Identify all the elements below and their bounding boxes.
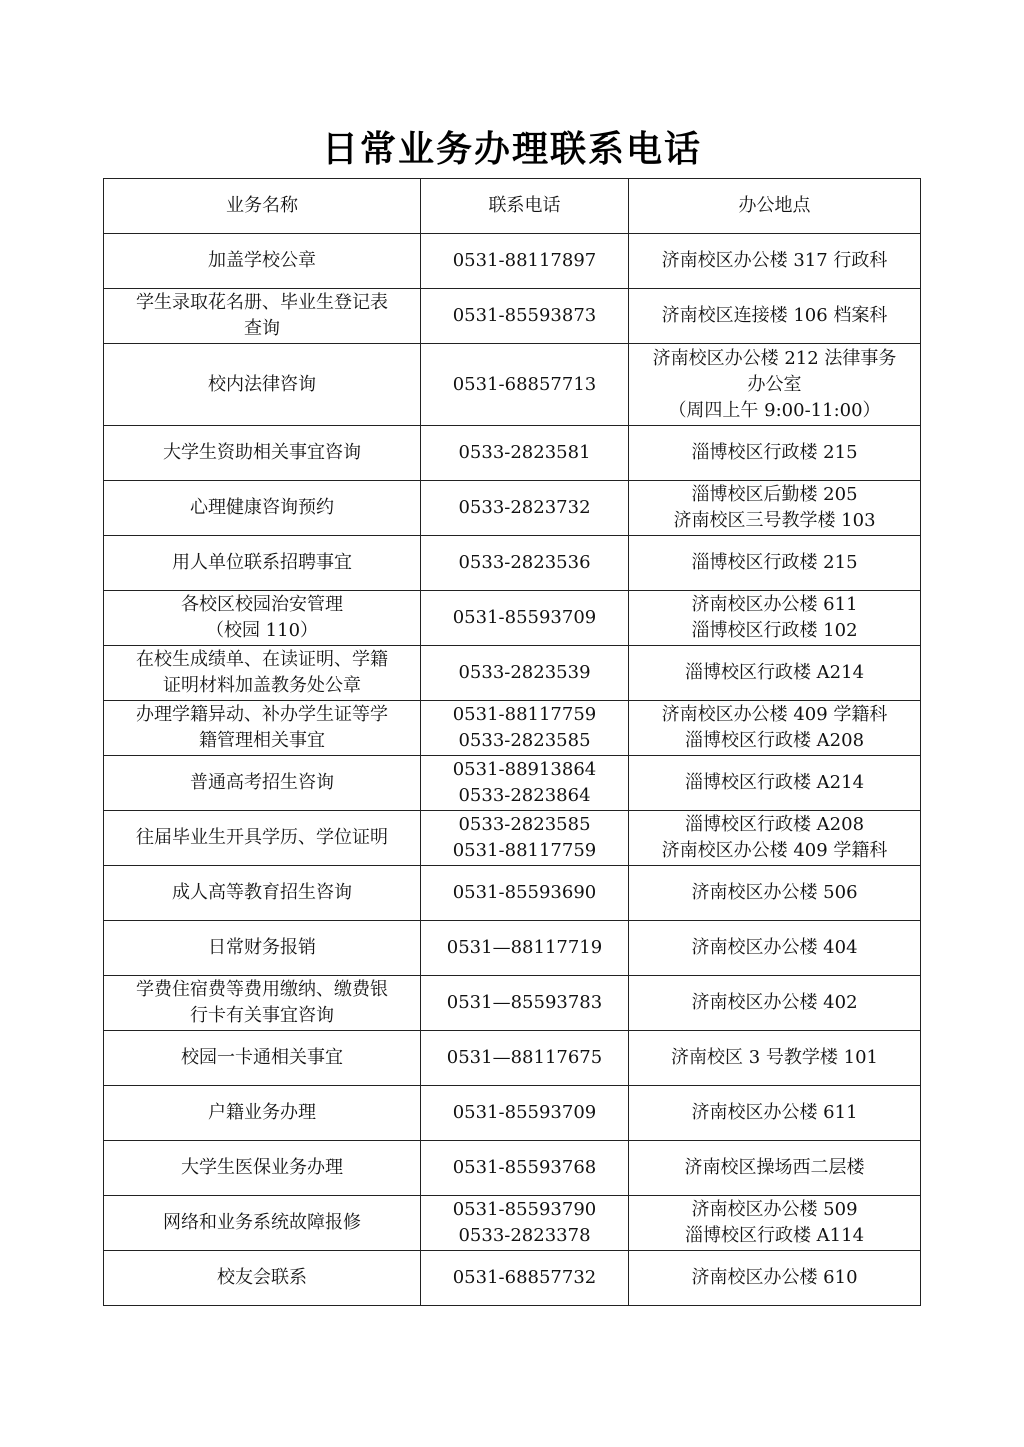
office-location: 淄博校区行政楼 A214 [629,756,921,811]
office-location: 济南校区操场西二层楼 [629,1141,921,1196]
phone-number: 0533-2823732 [421,481,629,536]
business-name: 大学生资助相关事宜咨询 [104,426,421,481]
phone-number: 0533-2823539 [421,646,629,701]
table-row [104,646,921,701]
phone-number: 0531-88117897 [421,234,629,289]
phone-number: 0531-85593690 [421,866,629,921]
office-location: 淄博校区行政楼 A214 [629,646,921,701]
table-row [104,1196,921,1251]
table-row [104,811,921,866]
office-location: 济南校区办公楼 317 行政科 [629,234,921,289]
business-name: 校内法律咨询 [104,344,421,426]
phone-number: 0531-85593790 0533-2823378 [421,1196,629,1251]
office-location: 济南校区办公楼 402 [629,976,921,1031]
business-name: 校园一卡通相关事宜 [104,1031,421,1086]
office-location: 济南校区办公楼 610 [629,1251,921,1306]
office-location: 济南校区办公楼 409 学籍科 淄博校区行政楼 A208 [629,701,921,756]
phone-number: 0531-85593709 [421,1086,629,1141]
table-row [104,921,921,976]
business-name: 校友会联系 [104,1251,421,1306]
business-name: 成人高等教育招生咨询 [104,866,421,921]
phone-number: 0531-68857713 [421,344,629,426]
header-phone: 联系电话 [421,179,629,234]
office-location: 淄博校区行政楼 A208 济南校区办公楼 409 学籍科 [629,811,921,866]
business-name: 用人单位联系招聘事宜 [104,536,421,591]
business-name: 大学生医保业务办理 [104,1141,421,1196]
office-location: 济南校区连接楼 106 档案科 [629,289,921,344]
office-location: 济南校区办公楼 611 [629,1086,921,1141]
table-row [104,1086,921,1141]
table-row [104,976,921,1031]
table-row [104,344,921,426]
phone-number: 0531-85593709 [421,591,629,646]
table-header-row [104,179,921,234]
office-location: 济南校区办公楼 212 法律事务 办公室 （周四上午 9:00-11:00） [629,344,921,426]
header-business-name: 业务名称 [104,179,421,234]
phone-number: 0533-2823536 [421,536,629,591]
table-row [104,536,921,591]
office-location: 济南校区办公楼 404 [629,921,921,976]
phone-number: 0531-88913864 0533-2823864 [421,756,629,811]
contact-table [103,178,921,1306]
business-name: 户籍业务办理 [104,1086,421,1141]
phone-number: 0533-2823585 0531-88117759 [421,811,629,866]
business-name: 在校生成绩单、在读证明、学籍 证明材料加盖教务处公章 [104,646,421,701]
business-name: 日常财务报销 [104,921,421,976]
office-location: 淄博校区后勤楼 205 济南校区三号教学楼 103 [629,481,921,536]
office-location: 济南校区办公楼 506 [629,866,921,921]
table-row [104,289,921,344]
business-name: 网络和业务系统故障报修 [104,1196,421,1251]
table-row [104,701,921,756]
table-row [104,481,921,536]
business-name: 普通高考招生咨询 [104,756,421,811]
phone-number: 0531-88117759 0533-2823585 [421,701,629,756]
page-title: 日常业务办理联系电话 [321,129,702,170]
phone-number: 0531—88117675 [421,1031,629,1086]
phone-number: 0531—85593783 [421,976,629,1031]
office-location: 淄博校区行政楼 215 [629,536,921,591]
table-row [104,756,921,811]
phone-number: 0533-2823581 [421,426,629,481]
phone-number: 0531-68857732 [421,1251,629,1306]
table-row [104,1031,921,1086]
table-row [104,234,921,289]
business-name: 学费住宿费等费用缴纳、缴费银 行卡有关事宜咨询 [104,976,421,1031]
table-row [104,591,921,646]
phone-number: 0531-85593768 [421,1141,629,1196]
business-name: 学生录取花名册、毕业生登记表 查询 [104,289,421,344]
table-row [104,426,921,481]
office-location: 济南校区 3 号教学楼 101 [629,1031,921,1086]
office-location: 淄博校区行政楼 215 [629,426,921,481]
business-name: 心理健康咨询预约 [104,481,421,536]
office-location: 济南校区办公楼 509 淄博校区行政楼 A114 [629,1196,921,1251]
table-row [104,1251,921,1306]
phone-number: 0531—88117719 [421,921,629,976]
phone-number: 0531-85593873 [421,289,629,344]
table-row [104,866,921,921]
business-name: 办理学籍异动、补办学生证等学 籍管理相关事宜 [104,701,421,756]
header-location: 办公地点 [629,179,921,234]
table-row [104,1141,921,1196]
business-name: 各校区校园治安管理 （校园 110） [104,591,421,646]
office-location: 济南校区办公楼 611 淄博校区行政楼 102 [629,591,921,646]
business-name: 加盖学校公章 [104,234,421,289]
business-name: 往届毕业生开具学历、学位证明 [104,811,421,866]
